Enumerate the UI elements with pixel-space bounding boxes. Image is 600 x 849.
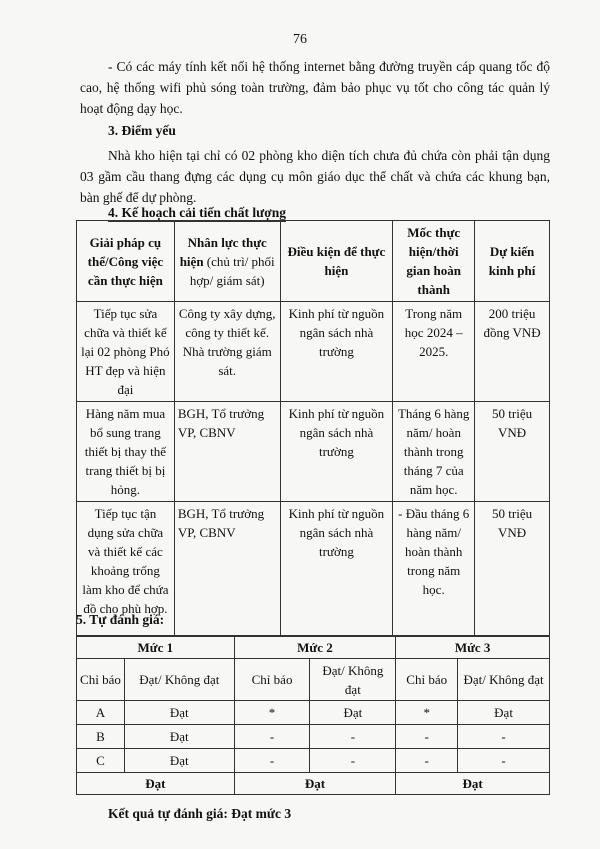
cell-solution: Tiếp tục sửa chữa và thiết kế lại 02 phòng Phó HT đẹp và hiện đại <box>77 302 175 402</box>
improvement-plan-table <box>76 220 550 636</box>
cell: Đạt <box>124 725 234 749</box>
cell: * <box>396 701 458 725</box>
level-header-row <box>77 637 550 659</box>
cell: - <box>458 749 550 773</box>
table-row <box>77 701 550 725</box>
sub-header-indicator: Chỉ báo <box>77 659 125 701</box>
cell: - <box>310 725 396 749</box>
cell-conditions: Kinh phí từ nguồn ngân sách nhà trường <box>280 502 393 636</box>
cell: - <box>396 749 458 773</box>
cell-conditions: Kinh phí từ nguồn ngân sách nhà trường <box>280 402 393 502</box>
table-row <box>77 302 550 402</box>
table-row <box>77 402 550 502</box>
sub-header-indicator: Chỉ báo <box>396 659 458 701</box>
page-number: 76 <box>293 32 307 47</box>
cell-timeline: - Đầu tháng 6 hàng năm/ hoàn thành trong năm học. <box>393 502 475 636</box>
sub-header-result: Đạt/ Không đạt <box>310 659 396 701</box>
header-timeline: Mốc thực hiện/thời gian hoàn thành <box>393 221 475 302</box>
header-personnel-note: (chủ trì/ phối hợp/ giám sát) <box>189 253 275 288</box>
cell: - <box>234 725 310 749</box>
self-assessment-table <box>76 636 550 795</box>
level-2-header: Mức 2 <box>234 637 396 659</box>
header-budget: Dự kiến kinh phí <box>475 221 550 302</box>
cell: Đạt <box>310 701 396 725</box>
intro-paragraph: - Có các máy tính kết nối hệ thống internet bằng đường truyền cáp quang tốc độ cao, hệ thống wifi phủ sóng toàn trường, đảm bảo phục vụ tốt cho công tác quản lý hoạt động dạy học. <box>80 59 550 116</box>
sub-header-result: Đạt/ Không đạt <box>458 659 550 701</box>
cell-personnel: BGH, Tổ trưởng VP, CBNV <box>174 402 280 502</box>
summary-level-1: Đạt <box>77 773 235 795</box>
cell-budget: 200 triệu đồng VNĐ <box>475 302 550 402</box>
cell-timeline: Tháng 6 hàng năm/ hoàn thành trong tháng 7 của năm học. <box>393 402 475 502</box>
cell-personnel: BGH, Tổ trưởng VP, CBNV <box>174 502 280 636</box>
header-personnel <box>174 221 280 302</box>
summary-row <box>77 773 550 795</box>
section4-title: 4. Kế hoạch cải tiến chất lượng <box>108 205 286 220</box>
section3-paragraph: Nhà kho hiện tại chỉ có 02 phòng kho diện tích chưa đủ chứa còn phải tận dụng 03 gầm cầu thang đựng các dụng cụ môn giáo dục thể chất và chứa các khung bạn, bàn ghế để dự phòng. <box>80 148 550 205</box>
cell: - <box>396 725 458 749</box>
cell: - <box>234 749 310 773</box>
level-3-header: Mức 3 <box>396 637 550 659</box>
cell: - <box>458 725 550 749</box>
section3-title: 3. Điểm yếu <box>108 123 176 138</box>
cell-budget: 50 triệu VNĐ <box>475 502 550 636</box>
table-row <box>77 725 550 749</box>
cell: A <box>77 701 125 725</box>
sub-header-row <box>77 659 550 701</box>
cell: B <box>77 725 125 749</box>
table-row <box>77 749 550 773</box>
cell: C <box>77 749 125 773</box>
section5-title: 5. Tự đánh giá: <box>76 612 165 627</box>
summary-level-3: Đạt <box>396 773 550 795</box>
cell: Đạt <box>458 701 550 725</box>
cell-budget: 50 triệu VNĐ <box>475 402 550 502</box>
cell: Đạt <box>124 749 234 773</box>
cell-solution: Tiếp tục tận dụng sửa chữa và thiết kế các khoảng trống làm kho để chứa đồ cho phù hợp. <box>77 502 175 636</box>
result-line: Kết quả tự đánh giá: Đạt mức 3 <box>108 806 292 821</box>
cell-personnel: Công ty xây dựng, công ty thiết kế. Nhà trường giám sát. <box>174 302 280 402</box>
level-1-header: Mức 1 <box>77 637 235 659</box>
cell-conditions: Kinh phí từ nguồn ngân sách nhà trường <box>280 302 393 402</box>
summary-level-2: Đạt <box>234 773 396 795</box>
sub-header-result: Đạt/ Không đạt <box>124 659 234 701</box>
header-personnel-main: Nhân lực thực hiện <box>179 234 267 269</box>
sub-header-indicator: Chỉ báo <box>234 659 310 701</box>
cell: - <box>310 749 396 773</box>
cell-timeline: Trong năm học 2024 – 2025. <box>393 302 475 402</box>
cell: Đạt <box>124 701 234 725</box>
cell: * <box>234 701 310 725</box>
header-solution: Giải pháp cụ thể/Công việc cần thực hiện <box>77 221 175 302</box>
cell-solution: Hàng năm mua bổ sung trang thiết bị thay thế trang thiết bị bị hỏng. <box>77 402 175 502</box>
table-header-row <box>77 221 550 302</box>
header-conditions: Điều kiện để thực hiện <box>280 221 393 302</box>
